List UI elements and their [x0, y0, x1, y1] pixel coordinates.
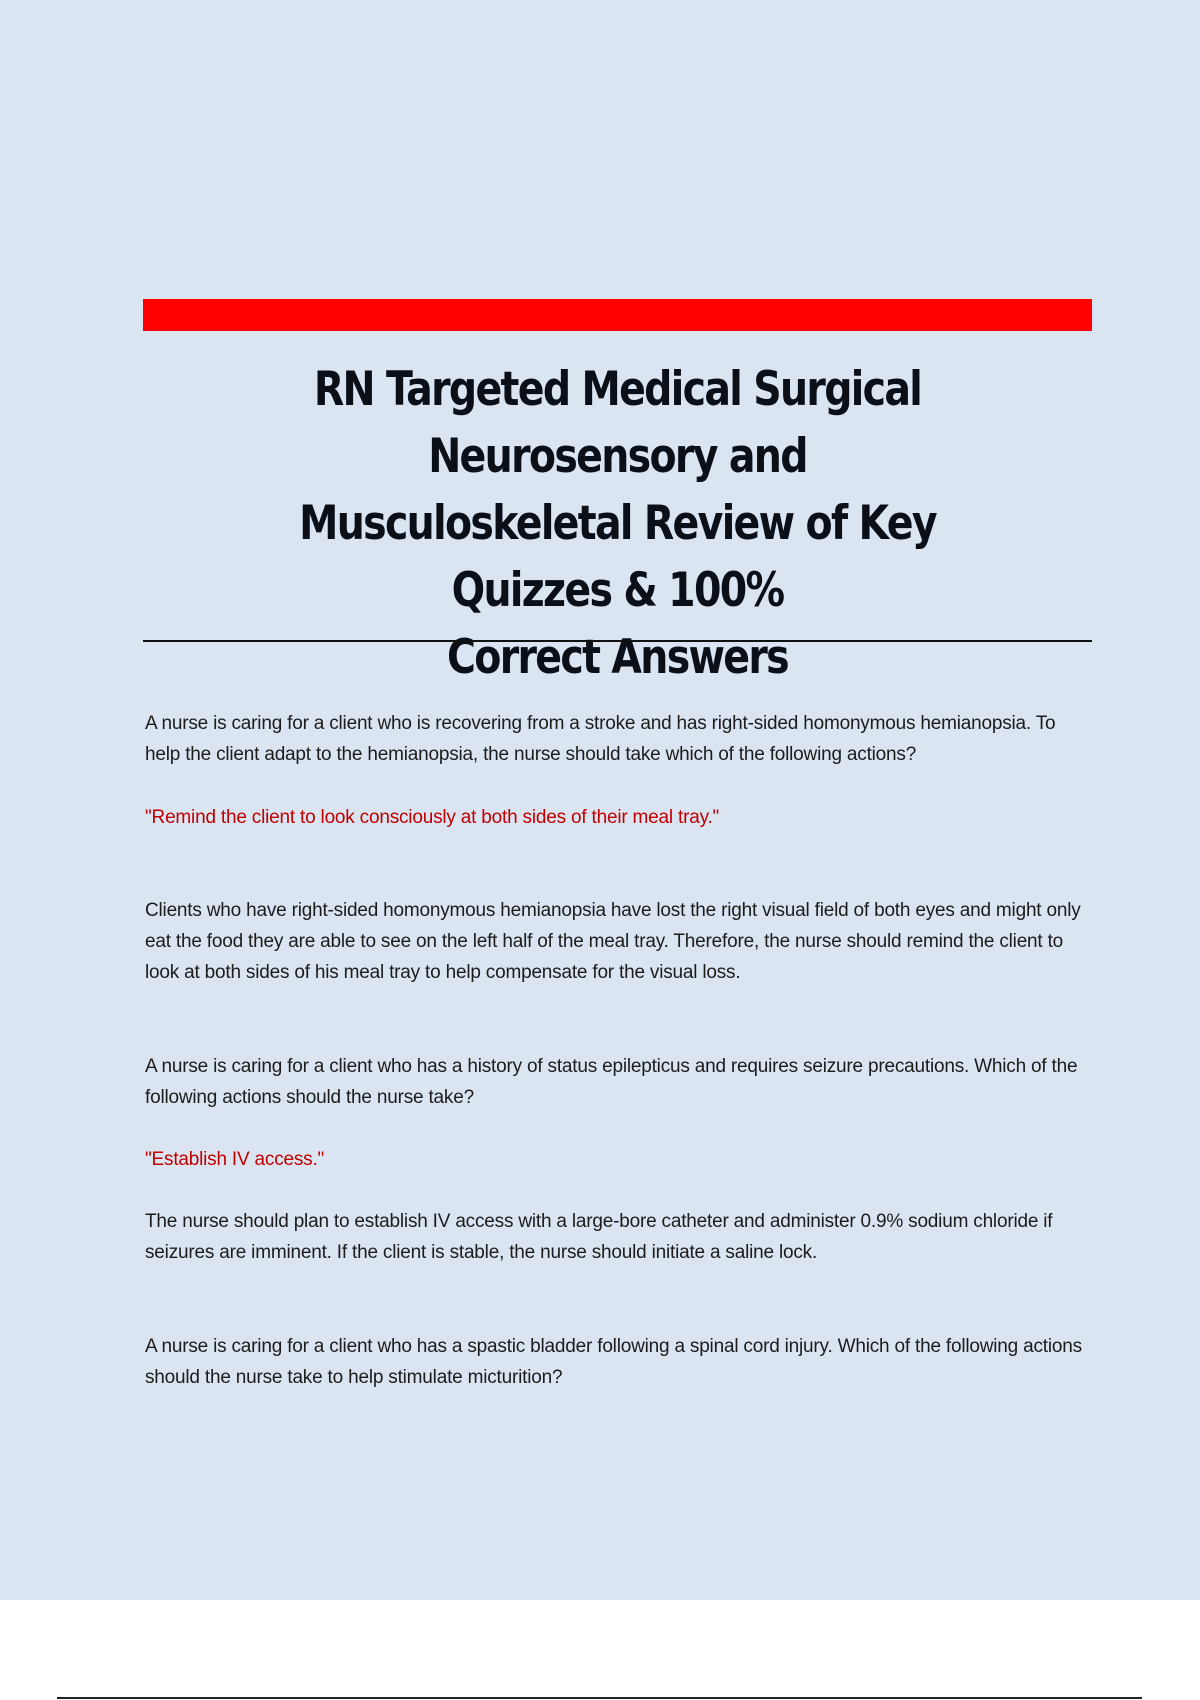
rationale-text: Clients who have right-sided homonymous hemianopsia have lost the right visual field of both eyes and might only eat the food they are able to see on the left half of the meal tray. Therefore, the nurse should remind the client to look at both sides of his meal tray to help compensate for the visual loss. [145, 900, 1081, 983]
title-line: RN Targeted Medical Surgical Neurosensory and [313, 362, 922, 484]
title-divider [143, 640, 1092, 642]
question-text: A nurse is caring for a client who has a spastic bladder following a spinal cord injury. Which of the following actions should the nurse take to help stimulate micturition? [145, 1336, 1082, 1388]
answer-text: "Establish IV access." [145, 1149, 325, 1170]
question-text: A nurse is caring for a client who has a history of status epilepticus and requires seizure precautions. Which of the following actions should the nurse take? [145, 1056, 1078, 1108]
question-text: A nurse is caring for a client who is recovering from a stroke and has right-sided homonymous hemianopsia. To help the client adapt to the hemianopsia, the nurse should take which of the following actions? [145, 713, 1056, 765]
title-line: Musculoskeletal Review of Key Quizzes & 100% [299, 496, 936, 618]
question-list [145, 708, 1090, 1393]
answer-text: "Remind the client to look consciously at both sides of their meal tray." [145, 807, 720, 828]
rationale-text: The nurse should plan to establish IV access with a large-bore catheter and administer 0.9% sodium chloride if seizures are imminent. If the client is stable, the nurse should initiate a saline lock. [145, 1211, 1053, 1263]
title-line: Correct Answers [446, 630, 789, 685]
footer-divider [57, 1697, 1142, 1699]
title-accent-bar [143, 299, 1092, 331]
